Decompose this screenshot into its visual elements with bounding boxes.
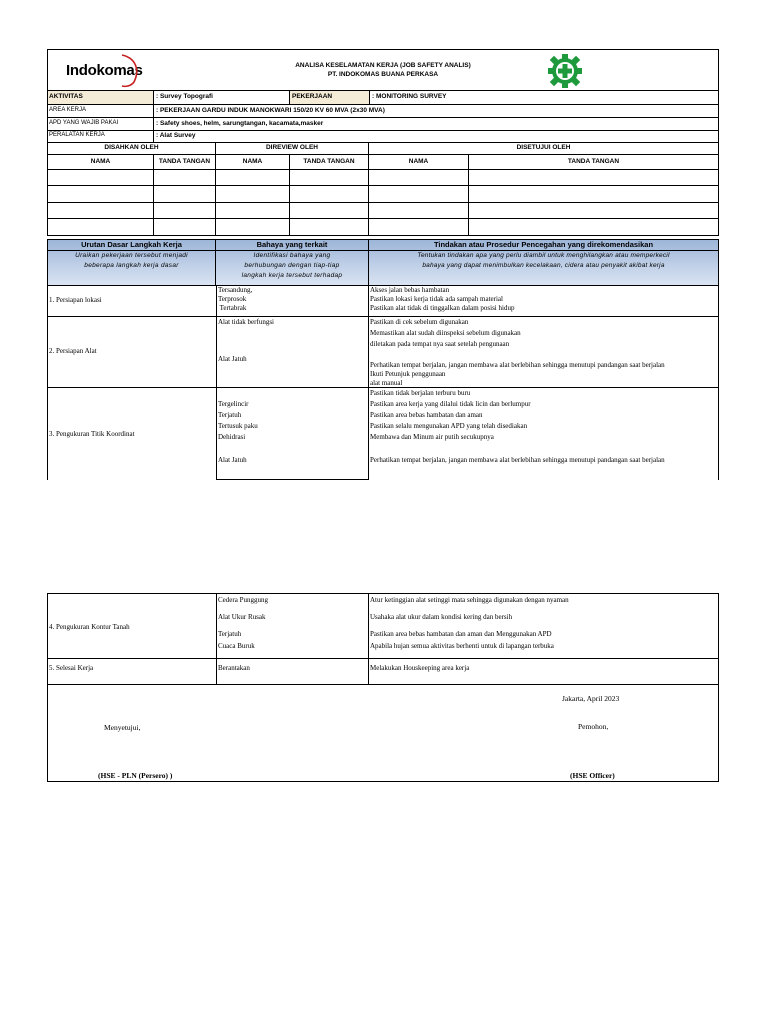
pemohon-label: Pemohon,: [578, 722, 609, 731]
action-item: Akses jalan bebas hambatan: [370, 286, 450, 294]
action-item: Perhatikan tempat berjalan, jangan membawa alat berlebihan sehingga menutupi pandangan saat berjalan: [370, 361, 665, 369]
table-row-5-step: [47, 659, 216, 685]
approval-col-divider: [48, 170, 154, 236]
hazard-item: Alat Ukur Rusak: [218, 613, 266, 621]
action-item: Pastikan lokasi kerja tidak ada sampah material: [370, 295, 503, 303]
jsa-table-header: [47, 239, 719, 285]
tanda-tangan-header-1: TANDA TANGAN: [154, 155, 216, 169]
action-item: Perhatikan tempat berjalan, jangan membawa alat berlebihan sehingga menutupi pandangan saat berjalan: [370, 456, 665, 464]
signatory-right: (HSE Officer): [570, 771, 615, 780]
approval-col-divider: [369, 170, 469, 236]
table-row-2-actions: [369, 317, 719, 388]
action-item: Membawa dan Minum air putih secukupnya: [370, 433, 494, 441]
tanda-tangan-header-2: TANDA TANGAN: [290, 155, 369, 169]
nama-header-3: NAMA: [369, 155, 469, 169]
hazard-item: Dehidrasi: [218, 433, 246, 441]
disetujui-oleh-label: DISETUJUI OLEH: [516, 144, 571, 151]
col2-description: Identifikasi bahaya yang berhubungan dengan tiap-tiap langkah kerja tersebut terhadap: [241, 252, 343, 279]
step-label: 2. Persiapan Alat: [49, 347, 97, 355]
col1-header: [48, 240, 216, 285]
table-row-4-hazards: [216, 593, 369, 659]
action-item: Usahaka alat ukur dalam kondisi kering dan bersih: [370, 613, 513, 621]
step-label: 4. Pengukuran Kontur Tanah: [49, 623, 130, 631]
info-row-apd: [47, 118, 719, 131]
hazard-item: Tersandung,: [218, 286, 253, 294]
signatory-left: (HSE - PLN (Persero) ): [98, 771, 173, 780]
action-item: Melakukan Houskeeping area kerja: [370, 664, 470, 672]
peralatan-label: PERALATAN KERJA: [48, 131, 154, 142]
approval-col-divider: [216, 170, 290, 236]
approval-empty-rows: [47, 170, 719, 236]
action-item: Memastikan alat sudah diinspeksi sebelum digunakan: [370, 329, 521, 337]
col3-header: [369, 240, 718, 285]
action-item: diletakan pada tempat nya saat setelah pengunaan: [370, 340, 510, 348]
table-row-3-step: [47, 388, 216, 480]
nama-header-2: NAMA: [216, 155, 290, 169]
hazard-item: Alat tidak berfungsi: [218, 318, 274, 326]
apd-label: APD YANG WAJIB PAKAI: [48, 118, 154, 130]
approval-col-divider: [154, 170, 216, 236]
action-item: alat manual: [370, 379, 403, 387]
approval-groups-row: [47, 143, 719, 154]
col3-description: Tentukan tindakan apa yang perlu diambil untuk menghilangkan atau memperkecil bahaya yang dapat menimbulkan kecelakaan, cidera atau penyakit akibat kerja: [417, 252, 670, 269]
action-item: Atur ketinggian alat setinggi mata sehingga digunakan dengan nyaman: [370, 596, 569, 604]
table-row-4-actions: [369, 593, 719, 659]
action-item: Pastikan di cek sebelum digunakan: [370, 318, 469, 326]
hazard-item: Berantakan: [218, 664, 250, 672]
table-row-1-step: [47, 285, 216, 317]
action-item: Pastikan area bebas hambatan dan aman dan Menggunakan APD: [370, 630, 552, 638]
action-item: Ikuti Petunjuk penggunaan: [370, 370, 446, 378]
approval-header-row: [47, 154, 719, 170]
aktivitas-value: : Survey Topografi: [154, 91, 290, 104]
place-date: Jakarta, April 2023: [562, 694, 620, 703]
step-label: 5. Selesai Kerja: [49, 664, 94, 672]
action-item: Pastikan selalu mengunakan APD yang telah disediakan: [370, 422, 528, 430]
action-item: Pastikan alat tidak di tinggalkan dalam posisi hidup: [370, 304, 515, 312]
hazard-item: Tertabrak: [218, 304, 247, 312]
hazard-item: Cedera Punggung: [218, 596, 268, 604]
area-label: AREA KERJA: [48, 105, 154, 117]
document-title: [268, 61, 498, 79]
action-item: Pastikan area kerja yang dilalui tidak licin dan berlumpur: [370, 400, 531, 408]
table-row-2-step: [47, 317, 216, 388]
logo-text: Indokomas: [66, 62, 143, 79]
hazard-item: Terjatuh: [218, 630, 242, 638]
signature-block: [47, 685, 719, 782]
action-item: Pastikan area bebas hambatan dan aman: [370, 411, 483, 419]
hazard-item: Cuaca Buruk: [218, 642, 255, 650]
hazard-item: Alat Jatuh: [218, 456, 247, 464]
info-row-aktivitas: [47, 91, 719, 105]
step-label: 1. Persiapan lokasi: [49, 296, 102, 304]
action-item: Apabila hujan semua aktivitas berhenti untuk di lapangan terbuka: [370, 642, 554, 650]
aktivitas-label: AKTIVITAS: [48, 91, 154, 104]
col1-description: Uraikan pekerjaan tersebut menjadi beberapa langkah kerja dasar: [75, 252, 188, 269]
table-row-5-hazards: [216, 659, 369, 685]
company-logo: [48, 50, 154, 90]
table-row-1-hazards: [216, 285, 369, 317]
hazard-item: Terjatuh: [218, 411, 242, 419]
area-value: : PEKERJAAN GARDU INDUK MANOKWARI 150/20 KV 60 MVA (2x30 MVA): [156, 107, 385, 114]
col1-title: Urutan Dasar Langkah Kerja: [48, 240, 215, 251]
step-label: 3. Pengukuran Titik Koordinat: [49, 430, 135, 438]
hazard-item: Alat Jatuh: [218, 355, 247, 363]
hazard-item: Tergelincir: [218, 400, 249, 408]
info-row-area: [47, 105, 719, 118]
table-row-1-actions: [369, 285, 719, 317]
disahkan-oleh-label: DISAHKAN OLEH: [48, 143, 216, 154]
table-row-2-hazards: [216, 317, 369, 388]
menyetujui-label: Menyetujui,: [104, 723, 141, 732]
hazard-item: Tertusuk paku: [218, 422, 258, 430]
col2-header: [216, 240, 369, 285]
approval-col-divider: [290, 170, 369, 236]
info-row-peralatan: [47, 131, 719, 143]
document-header: [47, 49, 719, 91]
tanda-tangan-header-3: TANDA TANGAN: [567, 158, 620, 165]
hazard-item: Terprosok: [218, 295, 247, 303]
peralatan-value: : Alat Survey: [156, 132, 196, 139]
pekerjaan-label: PEKERJAAN: [290, 91, 370, 104]
col2-title: Bahaya yang terkait: [216, 240, 368, 251]
apd-value: : Safety shoes, helm, sarungtangan, kacamata,masker: [156, 120, 324, 127]
action-item: Pastikan tidak berjalan terburu buru: [370, 389, 471, 397]
col3-title: Tindakan atau Prosedur Pencegahan yang direkomendasikan: [369, 240, 718, 251]
safety-cross-gear-icon: [541, 53, 589, 89]
title-line-1: ANALISA KESELAMATAN KERJA (JOB SAFETY ANALIS): [295, 62, 471, 69]
table-row-3-actions: [369, 388, 719, 480]
nama-header-1: NAMA: [48, 155, 154, 169]
table-row-3-hazards: [216, 388, 369, 480]
logo-swoosh-icon: [118, 52, 142, 88]
pekerjaan-value: : MONITORING SURVEY: [372, 93, 447, 100]
table-row-5-actions: [369, 659, 719, 685]
direview-oleh-label: DIREVIEW OLEH: [216, 143, 369, 154]
table-row-4-step: [47, 593, 216, 659]
title-line-2: PT. INDOKOMAS BUANA PERKASA: [327, 71, 439, 78]
